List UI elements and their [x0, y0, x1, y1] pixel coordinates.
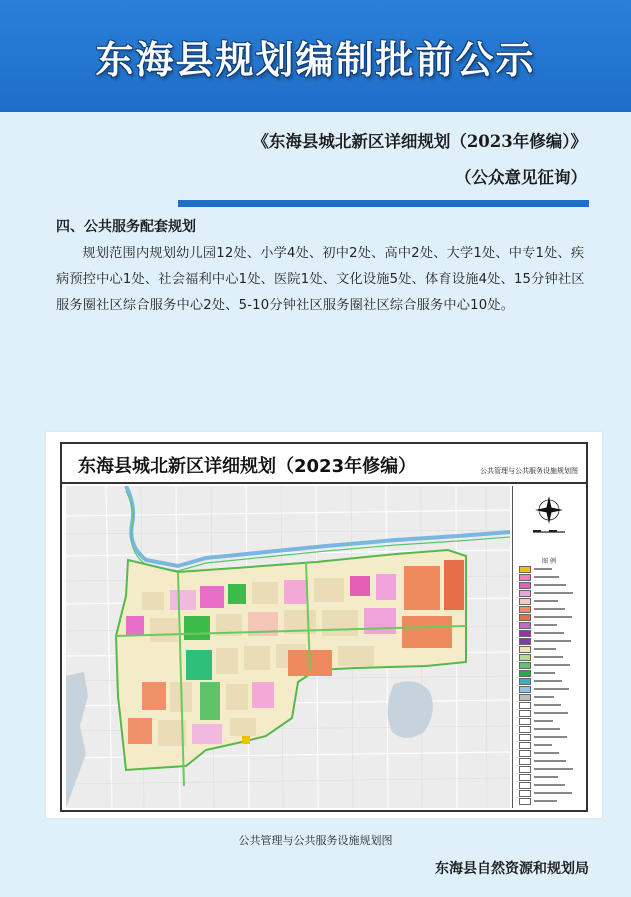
legend-label-line	[534, 752, 559, 754]
legend-swatch	[519, 710, 531, 717]
legend-swatch	[519, 782, 531, 789]
legend-item	[519, 582, 581, 588]
legend-swatch	[519, 654, 531, 661]
legend-label-line	[534, 776, 558, 778]
legend-item	[519, 686, 581, 692]
legend-label-line	[534, 760, 566, 762]
legend-item	[519, 622, 581, 628]
legend-label-line	[534, 584, 566, 586]
legend-label-line	[534, 632, 564, 634]
legend-item	[519, 750, 581, 756]
legend-swatch	[519, 662, 531, 669]
legend-item	[519, 702, 581, 708]
legend-label-line	[534, 680, 562, 682]
compass-icon	[513, 486, 585, 546]
legend-item	[519, 614, 581, 620]
legend-item	[519, 662, 581, 668]
legend-label-line	[534, 664, 570, 666]
map-legend	[512, 486, 585, 808]
legend-label-line	[534, 640, 571, 642]
legend-label-line	[534, 672, 555, 674]
legend-swatch	[519, 790, 531, 797]
legend-item	[519, 638, 581, 644]
legend-item	[519, 798, 581, 804]
legend-item	[519, 766, 581, 772]
legend-item	[519, 646, 581, 652]
legend-swatch	[519, 574, 531, 581]
legend-label-line	[534, 576, 559, 578]
legend-item	[519, 710, 581, 716]
legend-swatch	[519, 694, 531, 701]
map-title: 东海县城北新区详细规划（2023年修编）	[78, 456, 417, 477]
legend-item	[519, 790, 581, 796]
legend-label-line	[534, 720, 553, 722]
legend-swatch	[519, 774, 531, 781]
map-drawing	[66, 486, 510, 808]
legend-label-line	[534, 648, 556, 650]
legend-swatch	[519, 566, 531, 573]
legend-swatch	[519, 614, 531, 621]
legend-label-line	[534, 592, 573, 594]
legend-swatch	[519, 590, 531, 597]
legend-item	[519, 758, 581, 764]
legend-item	[519, 734, 581, 740]
section-body: 规划范围内规划幼儿园12处、小学4处、初中2处、高中2处、大学1处、中专1处、疾病预控中心1处、社会福利中心1处、医院1处、文化设施5处、体育设施4处、15分钟社区服务圈社区综合服务中心2处、5-10分钟社区服务圈社区综合服务中心10处。	[56, 246, 585, 313]
map-caption: 公共管理与公共服务设施规划图	[238, 834, 393, 847]
legend-item	[519, 574, 581, 580]
legend-label-line	[534, 768, 573, 770]
map-image	[46, 432, 602, 818]
legend-item	[519, 630, 581, 636]
legend-swatch	[519, 726, 531, 733]
legend-item	[519, 694, 581, 700]
legend-swatch	[519, 686, 531, 693]
divider	[178, 200, 589, 207]
plan-map	[66, 486, 510, 808]
legend-swatch	[519, 638, 531, 645]
legend-item	[519, 566, 581, 572]
agency-name: 东海县自然资源和规划局	[435, 861, 589, 877]
legend-swatch	[519, 630, 531, 637]
legend-label-line	[534, 624, 557, 626]
legend-item	[519, 598, 581, 604]
legend-label-line	[534, 704, 561, 706]
legend-label-line	[534, 656, 563, 658]
legend-label-line	[534, 792, 572, 794]
page-header	[0, 0, 631, 112]
legend-label-line	[534, 800, 557, 802]
legend-swatch	[519, 734, 531, 741]
legend-swatch	[519, 582, 531, 589]
legend-label-line	[534, 712, 568, 714]
legend-item	[519, 678, 581, 684]
legend-label-line	[534, 600, 558, 602]
legend-swatch	[519, 702, 531, 709]
legend-swatch	[519, 646, 531, 653]
section-title: 四、公共服务配套规划	[56, 219, 196, 235]
legend-label-line	[534, 736, 567, 738]
legend-label-line	[534, 696, 554, 698]
legend-item	[519, 774, 581, 780]
map-title-bar	[62, 444, 586, 484]
legend-swatch	[519, 670, 531, 677]
legend-swatch	[519, 742, 531, 749]
legend-swatch	[519, 622, 531, 629]
legend-swatch	[519, 758, 531, 765]
legend-item	[519, 718, 581, 724]
legend-item	[519, 742, 581, 748]
legend-swatch	[519, 798, 531, 805]
legend-swatch	[519, 766, 531, 773]
plan-title: 《东海县城北新区详细规划（2023年修编）》	[252, 132, 587, 151]
legend-swatch	[519, 606, 531, 613]
map-subtitle: 公共管理与公共服务设施规划图	[480, 467, 578, 475]
legend-swatch	[519, 718, 531, 725]
legend-label-line	[534, 744, 552, 746]
legend-swatch	[519, 678, 531, 685]
legend-label-line	[534, 728, 560, 730]
legend-item	[519, 590, 581, 596]
legend-label-line	[534, 616, 572, 618]
legend-title: 图 例	[542, 558, 556, 565]
legend-item	[519, 670, 581, 676]
legend-label-line	[534, 608, 565, 610]
legend-label-line	[534, 784, 565, 786]
legend-label-line	[534, 568, 552, 570]
legend-item	[519, 654, 581, 660]
legend-label-line	[534, 688, 569, 690]
legend-swatch	[519, 750, 531, 757]
map-border	[60, 442, 588, 812]
legend-item	[519, 726, 581, 732]
legend-item	[519, 782, 581, 788]
legend-swatch	[519, 598, 531, 605]
legend-item	[519, 606, 581, 612]
header-title: 东海县规划编制批前公示	[95, 37, 536, 82]
plan-note: （公众意见征询）	[455, 168, 587, 187]
